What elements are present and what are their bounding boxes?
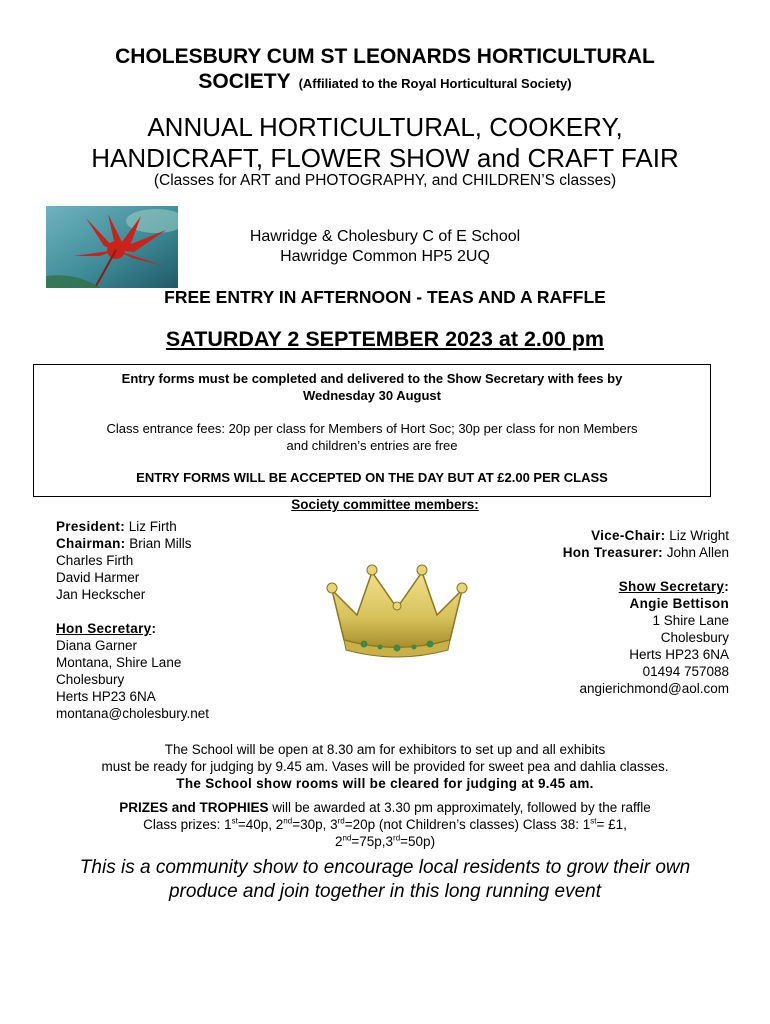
show-secretary-heading (470, 578, 729, 595)
president-row (56, 518, 209, 535)
prize-text: =40p, 2 (237, 817, 284, 832)
show-title-line2: HANDICRAFT, FLOWER SHOW and CRAFT FAIR (91, 143, 679, 173)
show-secretary-line: 1 Shire Lane (652, 613, 729, 628)
prizes-info (0, 799, 770, 850)
prize-text: Class prizes: 1 (143, 817, 232, 832)
prize-text: 2 (334, 834, 343, 849)
prize-text: =75p,3 (351, 834, 394, 849)
hon-secretary-line: Cholesbury (56, 672, 125, 687)
venue (200, 227, 570, 267)
venue-line1: Hawridge & Cholesbury C of E School (249, 228, 521, 245)
show-secretary-email: angierichmond@aol.com (579, 681, 729, 696)
entry-late-notice: ENTRY FORMS WILL BE ACCEPTED ON THE DAY BUT AT £2.00 PER CLASS (136, 470, 608, 485)
ordinal-sup: st (231, 816, 238, 826)
community-line2: produce and join together in this long running event (168, 881, 602, 902)
ordinal-sup: st (590, 816, 597, 826)
show-secretary-line: Cholesbury (660, 630, 729, 645)
show-subtitle: (Classes for ART and PHOTOGRAPHY, and CHILDREN’S classes) (153, 172, 617, 189)
community-statement (0, 856, 770, 904)
venue-line2: Hawridge Common HP5 2UQ (280, 248, 490, 265)
show-date: SATURDAY 2 SEPTEMBER 2023 at 2.00 pm (165, 327, 605, 351)
committee-heading: Society committee members: (291, 497, 479, 512)
community-line1: This is a community show to encourage local residents to grow their own (79, 857, 691, 878)
society-name-line2: SOCIETY (198, 70, 291, 93)
treasurer-name: John Allen (666, 545, 729, 560)
prizes-heading: PRIZES and TROPHIES (119, 800, 269, 815)
school-info-line3: The School show rooms will be cleared for judging at 9.45 am. (176, 776, 594, 791)
entry-deadline (54, 370, 690, 404)
hon-secretary-label: Hon Secretary (56, 621, 152, 636)
crown-image (322, 560, 472, 660)
show-secretary-phone: 01494 757088 (642, 664, 729, 679)
prize-text: =50p) (400, 834, 436, 849)
chairman-label: Chairman: (56, 536, 126, 551)
ordinal-sup: rd (393, 833, 401, 843)
prizes-line1 (0, 799, 770, 816)
society-title (0, 44, 770, 96)
hon-secretary-line: Montana, Shire Lane (56, 655, 182, 670)
school-info-line2: must be ready for judging by 9.45 am. Vases will be provided for sweet pea and dahlia classes. (101, 759, 669, 774)
hon-secretary-line: Diana Garner (56, 638, 138, 653)
vice-chair-row (470, 527, 729, 544)
hon-secretary-line: Herts HP23 6NA (56, 689, 156, 704)
entry-fees-line2: and children’s entries are free (286, 438, 458, 453)
prize-text: =20p (not Children’s classes) Class 38: 1 (344, 817, 591, 832)
show-title-line1: ANNUAL HORTICULTURAL, COOKERY, (147, 112, 623, 142)
prize-text: =30p, 3 (292, 817, 338, 832)
maple-leaf-image (46, 206, 178, 288)
hon-secretary-heading (56, 620, 209, 637)
free-entry-banner: FREE ENTRY IN AFTERNOON - TEAS AND A RAFFLE (164, 287, 606, 307)
entry-deadline-line1: Entry forms must be completed and delivered to the Show Secretary with fees by (121, 371, 623, 386)
treasurer-row (470, 544, 729, 561)
entry-info-box (33, 364, 711, 497)
committee-member: David Harmer (56, 570, 140, 585)
society-affiliation: (Affiliated to the Royal Horticultural Society) (298, 76, 572, 91)
school-info (0, 741, 770, 792)
society-name-line2-wrap (0, 69, 770, 96)
school-info-line1: The School will be open at 8.30 am for exhibitors to set up and all exhibits (164, 742, 606, 757)
prize-text: = £1, (596, 817, 627, 832)
entry-fees (49, 420, 695, 454)
show-secretary-colon: : (724, 579, 729, 594)
ordinal-sup: nd (342, 833, 352, 843)
show-title (0, 112, 770, 174)
committee-right-column (470, 527, 729, 697)
president-name: Liz Firth (128, 519, 177, 534)
prizes-line2 (0, 816, 770, 833)
prizes-line3 (0, 833, 770, 850)
hon-secretary-colon: : (151, 621, 157, 636)
vice-chair-name: Liz Wright (669, 528, 729, 543)
entry-fees-line1: Class entrance fees: 20p per class for Members of Hort Soc; 30p per class for non Members (106, 421, 638, 436)
president-label: President: (56, 519, 126, 534)
ordinal-sup: rd (337, 816, 345, 826)
chairman-row (56, 535, 209, 552)
prizes-heading-rest: will be awarded at 3.30 pm approximately, followed by the raffle (268, 800, 651, 815)
committee-member: Charles Firth (56, 553, 134, 568)
entry-deadline-line2: Wednesday 30 August (303, 388, 441, 403)
committee-left-column (56, 518, 209, 722)
show-secretary-label: Show Secretary (618, 579, 725, 594)
committee-member: Jan Heckscher (56, 587, 146, 602)
treasurer-label: Hon Treasurer: (562, 545, 663, 560)
ordinal-sup: nd (283, 816, 293, 826)
hon-secretary-email: montana@cholesbury.net (56, 706, 210, 721)
show-secretary-line: Herts HP23 6NA (629, 647, 729, 662)
vice-chair-label: Vice-Chair: (591, 528, 666, 543)
society-name-line1: CHOLESBURY CUM ST LEONARDS HORTICULTURAL (115, 45, 655, 68)
show-secretary-name: Angie Bettison (629, 596, 729, 611)
chairman-name: Brian Mills (129, 536, 192, 551)
